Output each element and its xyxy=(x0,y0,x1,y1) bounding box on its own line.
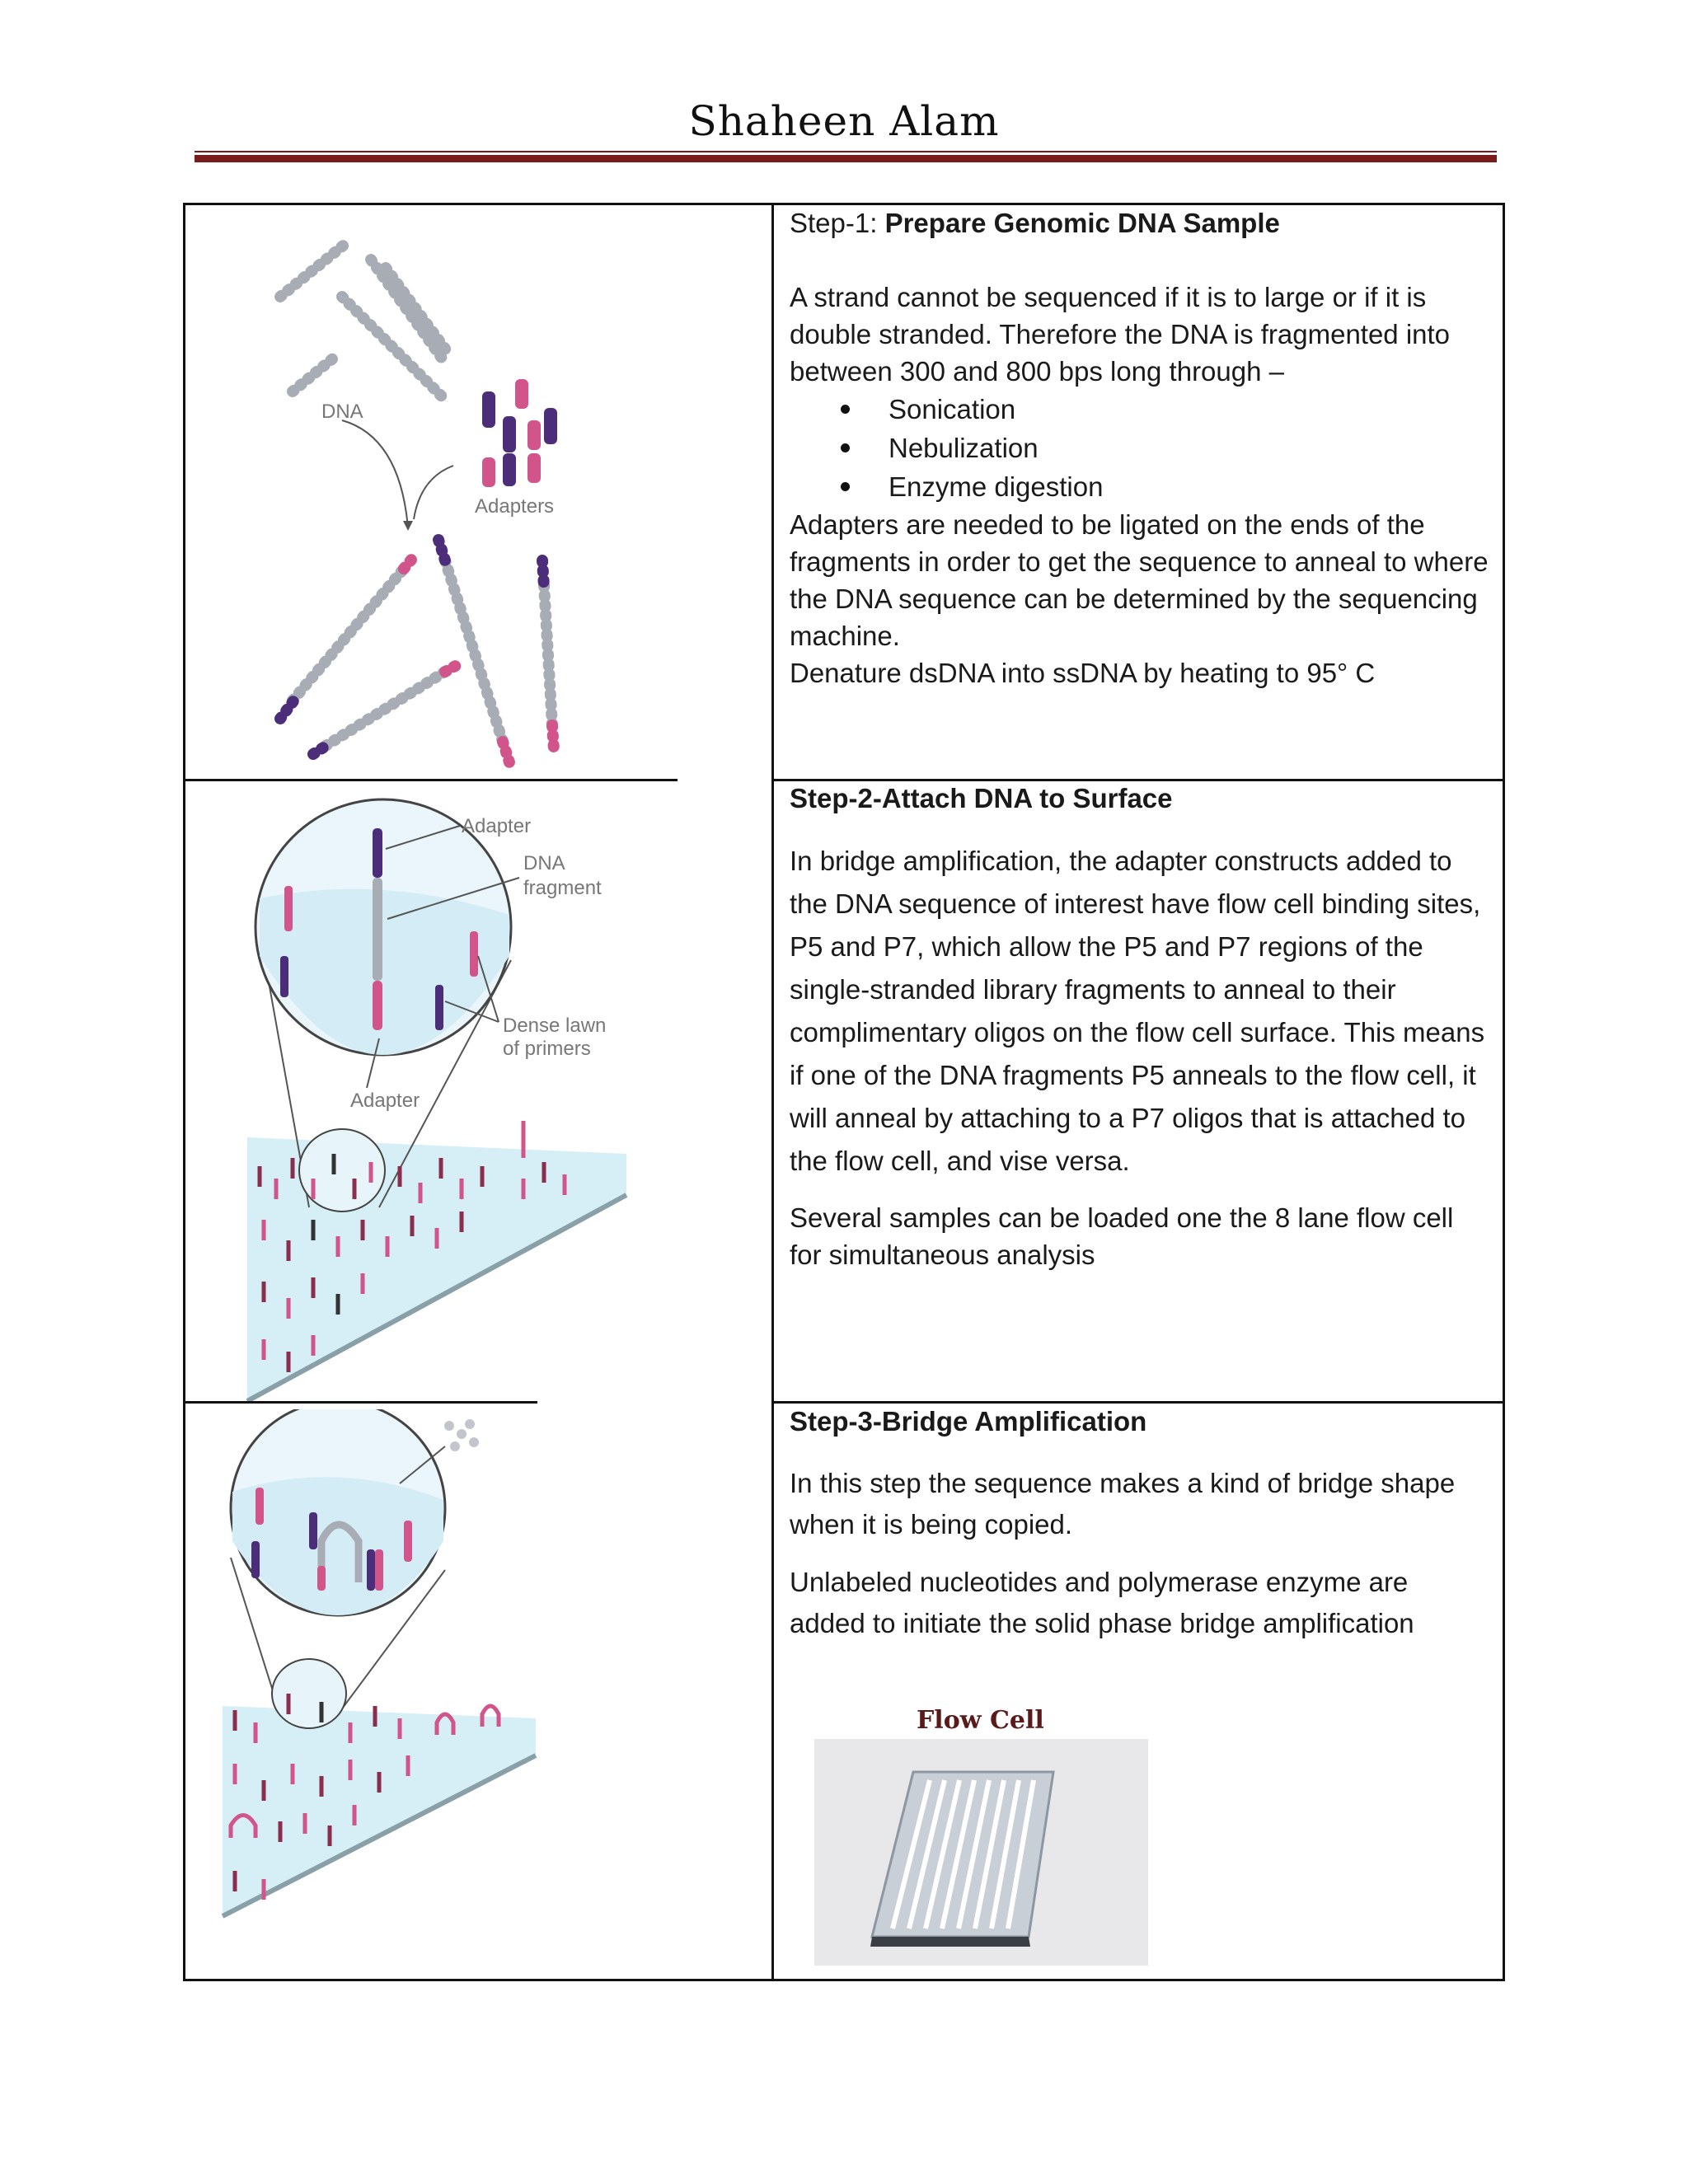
zoom-small-circle xyxy=(272,1659,346,1728)
step1-text xyxy=(790,204,1490,691)
list-item xyxy=(790,429,1490,467)
bullet-icon xyxy=(841,405,850,414)
step1-bullet-list xyxy=(790,390,1490,506)
lawn-label-1: Dense lawn xyxy=(503,1015,607,1037)
header-rule-thin xyxy=(195,151,1497,152)
step3-paragraph-1: In this step the sequence makes a kind of bridge shape when it is being copied. xyxy=(790,1468,1456,1540)
adapter-bottom-label: Adapter xyxy=(350,1090,420,1112)
fragment-label: fragment xyxy=(523,877,602,899)
step1-heading xyxy=(790,204,1490,241)
adapters-label: Adapters xyxy=(475,495,555,518)
step1-paragraph-1: A strand cannot be sequenced if it is to large or if it is double stranded. Therefore the DNA is fragmented into between 300 and 800 bps long through – xyxy=(790,282,1451,387)
step2-paragraph-1: In bridge amplification, the adapter constructs added to the DNA sequence of interest have flow cell binding sites, P5 and P7, which allow the P5 and P7 regions of the single-stranded library fragments to anneal to their complimentary oligos on the flow cell surface. This means if one of the DNA fragments P5 anneals to the flow cell, it will anneal by attaching to a P7 oligos that is attached to the flow cell, and vise versa. xyxy=(790,846,1485,1176)
dna-label: DNA xyxy=(523,852,565,874)
list-item xyxy=(790,390,1490,429)
adapter-arrow xyxy=(414,466,453,519)
bullet-text: Nebulization xyxy=(889,433,1039,463)
step1-heading-bold: Prepare Genomic DNA Sample xyxy=(884,208,1280,238)
step2-text xyxy=(790,780,1490,1273)
step3-paragraph-2: Unlabeled nucleotides and polymerase enzyme are added to initiate the solid phase bridge amplification xyxy=(790,1567,1414,1638)
flow-cell-surface xyxy=(223,1706,536,1916)
lawn-label-2: of primers xyxy=(503,1038,591,1060)
step2-paragraph-2: Several samples can be loaded one the 8 lane flow cell for simultaneous analysis xyxy=(790,1202,1454,1270)
step1-paragraph-2: Adapters are needed to be ligated on the ends of the fragments in order to get the sequence to anneal to where the DNA sequence can be determined by the sequencing machine. xyxy=(790,509,1489,651)
step3-heading xyxy=(790,1403,1490,1440)
table-column-divider xyxy=(771,203,774,1981)
step1-heading-prefix: Step-1: xyxy=(790,208,885,238)
dna-strands-top xyxy=(280,243,449,400)
flow-cell-label: Flow Cell xyxy=(917,1706,1044,1735)
spacer xyxy=(790,241,1490,279)
step2-figure xyxy=(198,791,767,1401)
adapter-cluster xyxy=(482,379,557,487)
step2-heading-text: Step-2-Attach DNA to Surface xyxy=(790,783,1173,813)
dna-label: DNA xyxy=(321,401,363,423)
arrow-head xyxy=(403,521,413,531)
table-row-divider-1-left xyxy=(183,779,678,781)
step2-heading xyxy=(790,780,1490,817)
step3-figure xyxy=(198,1409,767,1978)
bullet-icon xyxy=(841,482,850,491)
dna-arrow xyxy=(342,420,408,527)
bullet-text: Enzyme digestion xyxy=(889,471,1104,502)
step1-paragraph-3: Denature dsDNA into ssDNA by heating to 95° C xyxy=(790,658,1376,688)
header-rule xyxy=(195,155,1497,162)
bullet-icon xyxy=(841,443,850,452)
page-title: Shaheen Alam xyxy=(688,97,1000,145)
step1-figure xyxy=(198,214,767,775)
list-item xyxy=(790,467,1490,506)
bullet-text: Sonication xyxy=(889,394,1016,424)
flow-cell-image xyxy=(814,1739,1148,1966)
flow-cell-edge xyxy=(870,1937,1030,1947)
step3-heading-text: Step-3-Bridge Amplification xyxy=(790,1406,1147,1436)
table-row-divider-2-left xyxy=(183,1401,537,1404)
step3-text xyxy=(790,1403,1490,1644)
ligated-fragments xyxy=(280,540,554,762)
adapter-top-label: Adapter xyxy=(462,815,532,837)
nucleotide-dots xyxy=(444,1419,479,1451)
